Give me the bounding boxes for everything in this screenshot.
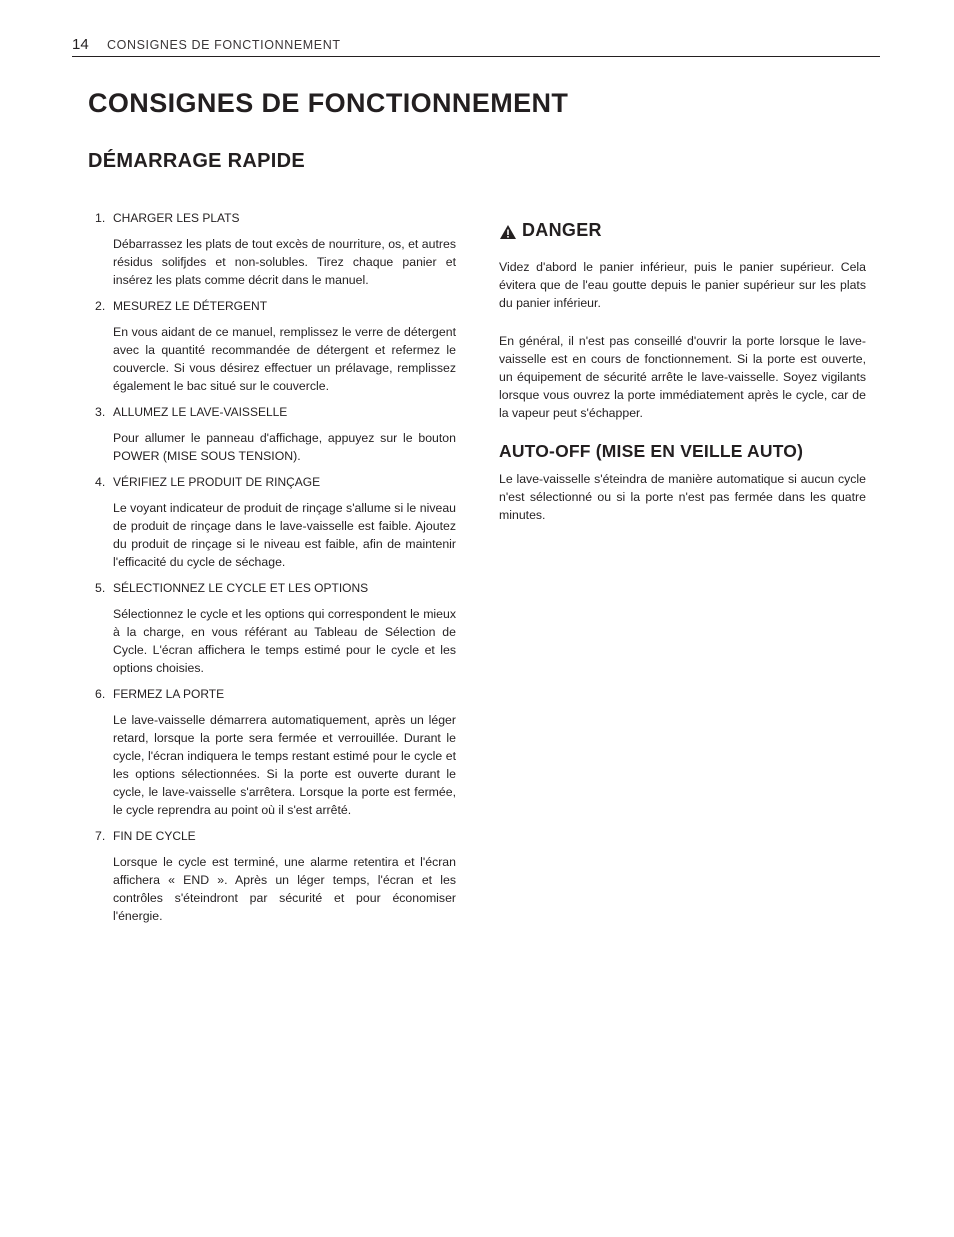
danger-title: DANGER: [522, 220, 602, 240]
page-number: 14: [72, 36, 89, 53]
danger-paragraph-1: Videz d'abord le panier inférieur, puis le panier supérieur. Cela évitera que de l'eau goutte depuis le panier supérieur sur les plats du panier inférieur.: [499, 260, 866, 310]
section-title-quick-start: DÉMARRAGE RAPIDE: [88, 150, 306, 172]
danger-heading: [499, 218, 866, 242]
step-number: 6.: [95, 687, 106, 701]
step-text: Le voyant indicateur de produit de rinçage s'allume si le niveau de produit de rinçage dans le lave-vaisselle est faible. Ajoutez du produit de rinçage si le niveau est faible, afin de maintenir l'efficacité du cycle de séchage.: [113, 501, 456, 569]
step-2: [88, 297, 456, 395]
step-1: [88, 209, 456, 289]
step-number: 2.: [95, 299, 106, 313]
steps-list: [88, 209, 456, 933]
header-section-title: CONSIGNES DE FONCTIONNEMENT: [107, 38, 341, 52]
danger-section: [499, 218, 866, 524]
step-number: 3.: [95, 405, 106, 419]
step-text: En vous aidant de ce manuel, remplissez le verre de détergent avec la quantité recommandée de détergent et refermez le couvercle. Si vous désirez effectuer un prélavage, remplissez également le bac situé sur le couvercle.: [113, 325, 456, 393]
step-number: 5.: [95, 581, 106, 595]
running-header: [72, 36, 880, 57]
step-title: CHARGER LES PLATS: [113, 211, 240, 225]
step-text: Débarrassez les plats de tout excès de nourriture, os, et autres résidus solifjdes et non-solubles. Tirez chaque panier et insérez les plats comme décrit dans le manuel.: [113, 237, 456, 287]
step-text: Lorsque le cycle est terminé, une alarme retentira et l'écran affichera « END ». Après un léger temps, l'écran et les contrôles s'éteindront par sécurité et pour économiser l'énergie.: [113, 855, 456, 923]
step-title: ALLUMEZ LE LAVE-VAISSELLE: [113, 405, 288, 419]
auto-off-heading: AUTO-OFF (MISE EN VEILLE AUTO): [499, 441, 804, 461]
step-title: SÉLECTIONNEZ LE CYCLE ET LES OPTIONS: [113, 581, 369, 595]
auto-off-text: Le lave-vaisselle s'éteindra de manière automatique si aucun cycle n'est sélectionné ou si la porte n'est pas fermée dans les quatre minutes.: [499, 472, 866, 522]
step-number: 7.: [95, 829, 106, 843]
step-title: MESUREZ LE DÉTERGENT: [113, 299, 268, 313]
step-number: 4.: [95, 475, 106, 489]
danger-paragraph-2: En général, il n'est pas conseillé d'ouvrir la porte lorsque le lave-vaisselle est en cours de fonctionnement. Si la porte est ouverte, un équipement de sécurité arrête le lave-vaisselle. Soyez vigilants lorsque vous ouvrez la porte immédiatement après le cycle, car de la vapeur peut s'échapper.: [499, 334, 866, 420]
step-text: Le lave-vaisselle démarrera automatiquement, après un léger retard, lorsque la porte sera fermée et verrouillée. Durant le cycle, l'écran indiquera le temps restant estimé pour le cycle et les options sélectionnées. Si la porte est ouverte durant le cycle, le lave-vaisselle s'arrêtera. Lorsque la porte est fermée, le cycle reprendra au point où il s'est arrêté.: [113, 713, 456, 817]
step-7: [88, 827, 456, 925]
step-title: VÉRIFIEZ LE PRODUIT DE RINÇAGE: [113, 475, 321, 489]
step-6: [88, 685, 456, 819]
step-text: Pour allumer le panneau d'affichage, appuyez sur le bouton POWER (MISE SOUS TENSION).: [113, 431, 456, 463]
step-number: 1.: [95, 211, 106, 225]
step-text: Sélectionnez le cycle et les options qui correspondent le mieux à la charge, en vous référant au Tableau de Sélection de Cycle. L'écran affichera le temps estimé pour le cycle et les options choisies.: [113, 607, 456, 675]
step-title: FERMEZ LA PORTE: [113, 687, 225, 701]
step-title: FIN DE CYCLE: [113, 829, 196, 843]
step-3: [88, 403, 456, 465]
page-title: CONSIGNES DE FONCTIONNEMENT: [88, 88, 569, 118]
warning-triangle-icon: [499, 222, 517, 238]
step-4: [88, 473, 456, 571]
step-5: [88, 579, 456, 677]
